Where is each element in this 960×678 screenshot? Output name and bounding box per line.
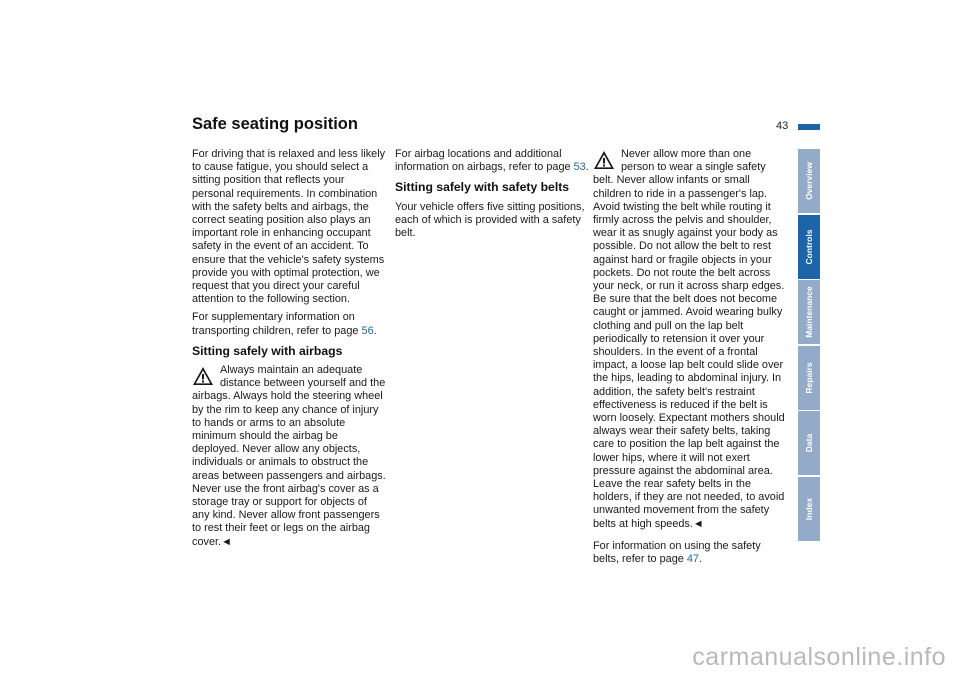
airbags-warning-text: Always maintain an adequate distance between yourself and the airbags. Always hold the steering wheel by the rim to keep any chance of injury to hands or arms to an absolute minimum should the airbag be deployed. Never allow any objects, individuals or animals to obstruct the areas between passengers and airbags. Never use the front airbag's cover as a storage tray or support for objects of any kind. Never allow front passengers to rest their feet or legs on the airbag cover.	[192, 364, 386, 548]
page-link-56[interactable]: 56	[361, 324, 374, 337]
warning-triangle-icon	[593, 150, 615, 170]
watermark: carmanualsonline.info	[692, 643, 946, 671]
page-link-53[interactable]: 53	[573, 161, 586, 174]
tab-index[interactable]: Index	[798, 477, 820, 541]
warning-triangle-icon	[192, 366, 214, 386]
belt-warning-text: Never allow more than one person to wear a single safety belt. Never allow infants or small children to ride in a passenger's lap. Avoid twisting the belt while routing it firmly across the pelvis and shoulder, wear it as snugly against your body as possible. Do not allow the belt to rest against hard or fragile objects in your pockets. Do not route the belt across your neck, or run it across sharp edges. Be sure that the belt does not become caught or jammed. Avoid wearing bulky clothing and pull on the lap belt periodically to retension it over your shoulders. In the event of a frontal impact, a loose lap belt could slide over the hips, leading to abdominal injury. In addition, the safety belt's restraint effectiveness is reduced if the belt is worn loosely. Expectant mothers should always wear their safety belts, taking care to position the lap belt against the lower hips, where it will not exert pressure against the abdominal area. Leave the rear safety belts in the holders, if they are not needed, to avoid unwanted movement from the safety belts at high speeds.	[593, 148, 785, 530]
column-middle	[395, 148, 589, 245]
section-tabs	[798, 149, 820, 543]
column-right	[593, 148, 787, 571]
end-mark: ◄	[692, 517, 704, 530]
belts-paragraph: Your vehicle offers five sitting positions, each of which is provided with a safety belt.	[395, 200, 585, 240]
tab-repairs[interactable]: Repairs	[798, 346, 820, 410]
belt-warning	[593, 148, 787, 531]
children-reference: For supplementary information on transporting children, refer to page 56.	[192, 311, 377, 337]
page-title: Safe seating position	[192, 115, 358, 133]
page-link-47[interactable]: 47	[686, 553, 699, 566]
tab-controls[interactable]: Controls	[798, 215, 820, 279]
page-number: 43	[776, 120, 789, 132]
end-mark: ◄	[221, 535, 232, 548]
airbags-heading: Sitting safely with airbags	[192, 343, 343, 358]
tab-overview[interactable]: Overview	[798, 149, 820, 213]
column-left	[192, 148, 386, 549]
belts-heading: Sitting safely with safety belts	[395, 180, 570, 195]
using-belts-reference: For information on using the safety belts, refer to page 47.	[593, 539, 761, 566]
tab-data[interactable]: Data	[798, 411, 820, 475]
tab-maintenance[interactable]: Maintenance	[798, 280, 820, 344]
airbag-locations-reference: For airbag locations and additional information on airbags, refer to page 53.	[395, 148, 589, 174]
page-number-bar	[798, 124, 820, 130]
airbags-warning	[192, 364, 386, 549]
intro-paragraph: For driving that is relaxed and less likely to cause fatigue, you should select a sitting position that reflects your personal requirements. In combination with the safety belts and airbags, the correct seating position also plays an important role in enhancing occupant safety in the event of an accident. To ensure that the vehicle's safety systems provide you with optimal protection, we request that you direct your careful attention to the following section.	[192, 148, 386, 306]
